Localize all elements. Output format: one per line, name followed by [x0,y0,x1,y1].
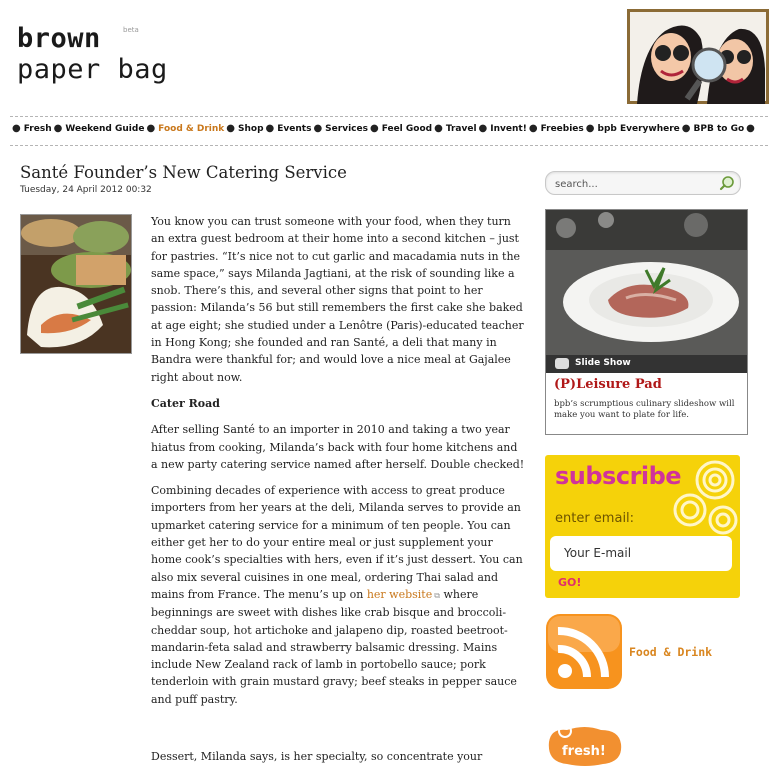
paragraph-text: where beginnings are sweet with dishes like crab bisque and broccoli-cheddar soup, hot artichoke and jalapeno dip, roasted beetroot-mandarin-feta salad and strawberry balsamic dressing. Mains include New Zealand rack of lamb in portobello sauce; pork tenderloin with grain mustard gravy; beef steaks in pepper sauce and puff pastry. [151,587,517,706]
logo-line-1: brown [17,23,101,54]
article-paragraph: After selling Santé to an importer in 2010 and taking a two year hiatus from cooking, Milanda’s back with four home kitchens and a new party catering service named after herself. Double checked! [151,423,525,471]
external-link-icon: ⧉ [434,590,440,600]
slideshow-label: Slide Show [575,358,631,368]
fresh-badge[interactable] [545,722,625,768]
rss-icon[interactable] [545,613,623,690]
nav-bullet: ● [528,123,538,134]
nav-item-bpb-to-go[interactable]: BPB to Go [693,124,745,134]
slideshow-description: bpb’s scrumptious culinary slideshow will make you want to plate for life. [554,399,735,420]
slideshow-image [546,210,747,370]
article-body [151,213,525,717]
nav-item-events[interactable]: Events [277,124,312,134]
nav-bullet: ● [313,123,323,134]
go-button[interactable]: GO! [558,576,582,589]
article-date: Tuesday, 24 April 2012 00:32 [20,185,152,195]
nav-bullet: ● [681,123,691,134]
nav-bullet: ● [12,123,21,134]
email-field-wrapper [550,536,732,571]
subscribe-title: subscribe [555,462,682,490]
email-field[interactable] [562,545,726,561]
nav-item-freebies[interactable]: Freebies [540,124,584,134]
main-nav [10,123,770,134]
nav-bullet: ● [434,123,443,134]
search-input[interactable] [553,175,717,193]
slideshow-promo[interactable] [545,209,748,435]
nav-bullet: ● [369,123,379,134]
nav-item-fresh[interactable]: Fresh [23,124,52,134]
nav-bullet: ● [585,123,595,134]
nav-bullet: ● [746,123,755,134]
header-divider-top [10,116,768,117]
search-icon[interactable] [719,175,735,191]
website-link[interactable]: her website [366,587,433,601]
nav-item-feel-good[interactable]: Feel Good [381,124,433,134]
slideshow-title[interactable]: (P)Leisure Pad [554,377,662,392]
nav-bullet: ● [265,123,275,134]
slideshow-bar [546,355,747,373]
article-subheading: Cater Road [151,396,220,410]
email-label: enter email: [555,511,635,526]
rss-feed-label[interactable]: Food & Drink [629,645,713,659]
nav-item-travel[interactable]: Travel [445,124,477,134]
nav-item-weekend-guide[interactable]: Weekend Guide [65,124,145,134]
article-paragraph [151,482,525,708]
camera-icon [555,358,569,369]
fresh-label: fresh! [562,744,606,759]
subscribe-box [545,455,740,598]
nav-item-services[interactable]: Services [325,124,368,134]
beta-tag: beta [123,26,139,34]
nav-item-invent[interactable]: Invent! [490,124,527,134]
article-paragraph: Dessert, Milanda says, is her specialty, so concentrate your [151,750,483,763]
nav-bullet: ● [226,123,235,134]
nav-bullet: ● [53,123,63,134]
header-illustration [627,9,769,104]
logo-line-2: paper bag [17,54,168,85]
nav-bullet: ● [478,123,488,134]
site-logo[interactable] [17,24,168,85]
search-box [545,171,741,195]
nav-item-shop[interactable]: Shop [238,124,264,134]
nav-bullet: ● [146,123,156,134]
article-paragraph: You know you can trust someone with your food, when they turn an extra guest bedroom at their home into a second kitchen – just for pastries. “It’s nice not to cut garlic and macadamia nuts in the same space,” says Milanda Jagtiani, at the risk of sounding like a snob. There’s this, and several other signs that point to her passion: Milanda’s 56 but still remembers the first cake she baked at age eight; she studied under a Lenôtre (Paris)-educated teacher in Hong Kong; she founded and ran Santé, a deli that many in Bandra were thankful for; and would love a nice meal at Gajalee right about now. [151,215,524,384]
paragraph-text: Combining decades of experience with access to great produce importers from her years at the deli, Milanda serves to provide an upmarket catering service for a minimum of ten people. You can either get her to do your entire meal or just supplement your home cook’s specialties with hers, even if it’s just dessert. You can also mix several cuisines in one meal, ordering Thai salad and mains from France. The menu’s up on [151,484,523,601]
article-photo [20,214,132,354]
article-title[interactable]: Santé Founder’s New Catering Service [20,163,347,182]
header-divider-bottom [10,145,768,146]
nav-item-food-drink[interactable]: Food & Drink [158,124,225,134]
nav-item-bpb-everywhere[interactable]: bpb Everywhere [597,124,680,134]
